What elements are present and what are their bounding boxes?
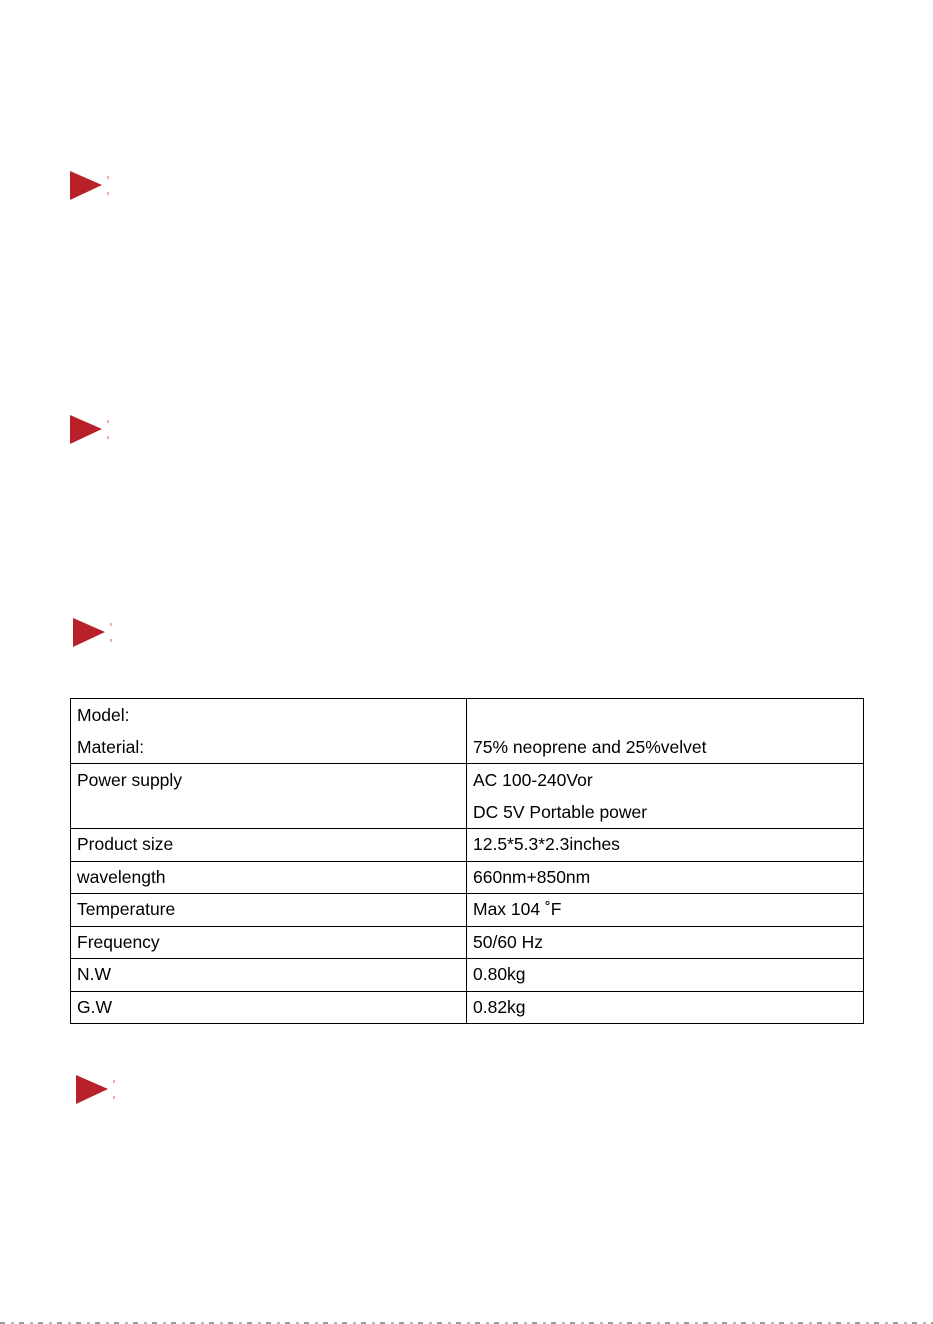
spec-label: N.W xyxy=(71,959,467,992)
table-row xyxy=(71,829,864,862)
spec-label: G.W xyxy=(71,991,467,1024)
spec-label: Frequency xyxy=(71,926,467,959)
table-row xyxy=(71,894,864,927)
spec-label: Temperature xyxy=(71,894,467,927)
spec-value: AC 100-240Vor xyxy=(473,770,593,790)
spec-label xyxy=(77,796,460,828)
spec-value: 50/60 Hz xyxy=(467,926,864,959)
table-row xyxy=(71,991,864,1024)
spec-value: 75% neoprene and 25%velvet xyxy=(473,737,707,757)
table-row xyxy=(71,959,864,992)
spec-value-cell xyxy=(467,764,864,829)
table-row xyxy=(71,764,864,829)
table-row xyxy=(71,699,864,764)
spec-label: Power supply xyxy=(77,770,183,790)
table-row xyxy=(71,926,864,959)
spec-value-cell xyxy=(467,699,864,764)
red-triangle-icon xyxy=(71,616,117,650)
red-triangle-icon xyxy=(68,413,114,447)
spec-value xyxy=(473,699,857,731)
spec-label: wavelength xyxy=(71,861,467,894)
spec-value: DC 5V Portable power xyxy=(473,802,648,822)
spec-label: Model: xyxy=(77,705,130,725)
spec-value: 12.5*5.3*2.3inches xyxy=(467,829,864,862)
spec-value: Max 104 ˚F xyxy=(467,894,864,927)
spec-label-cell xyxy=(71,699,467,764)
red-triangle-icon xyxy=(68,169,114,203)
spec-label-cell xyxy=(71,764,467,829)
table-row xyxy=(71,861,864,894)
spec-value: 0.80kg xyxy=(467,959,864,992)
specification-table xyxy=(70,698,864,1024)
spec-value: 660nm+850nm xyxy=(467,861,864,894)
spec-value: 0.82kg xyxy=(467,991,864,1024)
red-triangle-icon xyxy=(74,1073,120,1107)
spec-label: Product size xyxy=(71,829,467,862)
spec-label: Material: xyxy=(77,737,145,757)
